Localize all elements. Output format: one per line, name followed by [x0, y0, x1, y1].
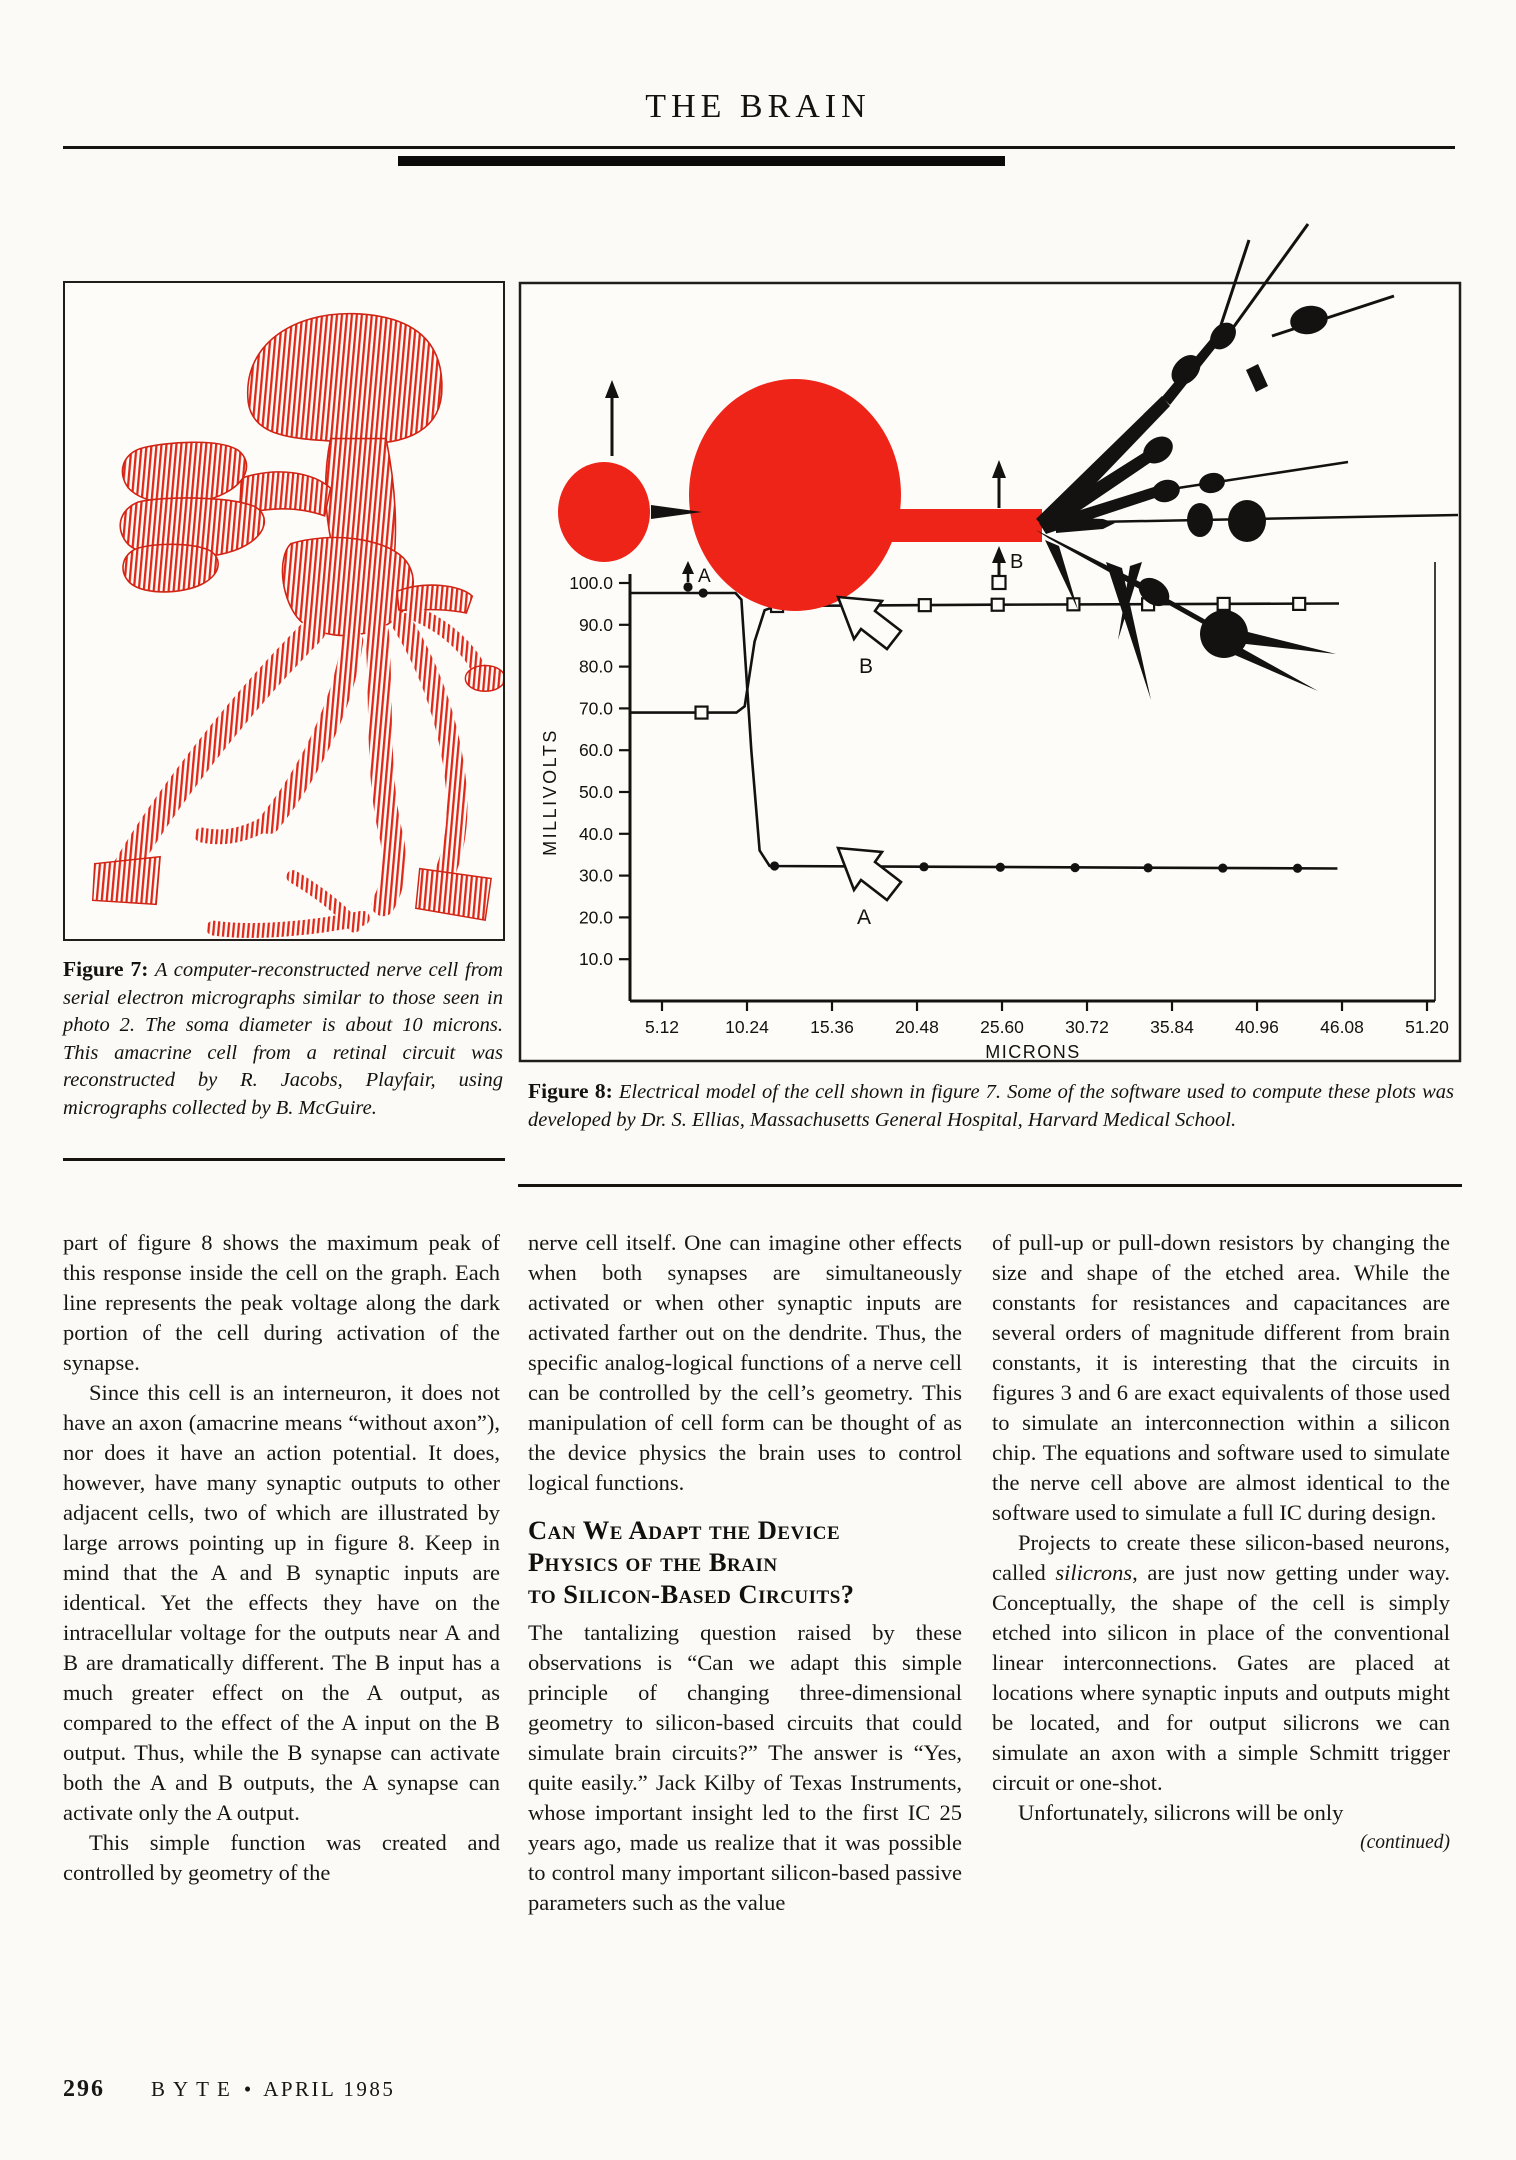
- body-paragraph: Projects to create these silicon-based neurons, called silicrons, are just now getting under way. Conceptually, the shape of the cell is simply etched into silicon in place of the conventional linear interconnections. Gates are placed at locations where synaptic inputs and outputs might be located, and for output silicrons we can simulate an axon with a simple Schmitt trigger circuit or one-shot.: [992, 1530, 1451, 1795]
- input-a-label: A: [698, 566, 711, 587]
- svg-text:MICRONS: MICRONS: [985, 1042, 1081, 1062]
- body-paragraph: The tantalizing question raised by these observations is “Can we adapt this simple principle of changing three-dimensional geometry to silicon-based circuits that could simulate brain circuits?” The answer is “Yes, quite easily.” Jack Kilby of Texas Instruments, whose important insight led to the first IC 25 years ago, made us realize that it was possible to control many important silicon-based passive parameters such as the value: [528, 1620, 962, 1915]
- svg-text:MILLIVOLTS: MILLIVOLTS: [540, 728, 560, 856]
- figure8-frame: [520, 283, 1460, 1061]
- figure8-rule: [518, 1184, 1462, 1187]
- body-paragraph: Since this cell is an interneuron, it does not have an axon (amacrine means “without axon”), nor does it have an action potential. It does, however, have many synaptic outputs to other adjacent cells, two of which are illustrated by large arrows pointing up in figure 8. Keep in mind that the A and B synaptic inputs are identical. Yet the effects they have on the intracellular voltage for the outputs near A and B are dramatically different. The B input has a much greater effect on the A output, as compared to the effect of the A input on the B output. Thus, while the B synapse can activate both the A and B outputs, the A synapse can activate only the A output.: [63, 1380, 500, 1825]
- body-paragraph: This simple function was created and controlled by geometry of the: [63, 1830, 500, 1885]
- figure7-caption-label: Figure 7:: [63, 957, 149, 981]
- nerve-cell-drawing: [65, 283, 503, 939]
- svg-text:20.48: 20.48: [895, 1017, 939, 1037]
- continued-note: (continued): [1360, 1832, 1450, 1853]
- figure7-caption: [63, 956, 503, 1122]
- svg-text:46.08: 46.08: [1320, 1017, 1364, 1037]
- svg-text:35.84: 35.84: [1150, 1017, 1194, 1037]
- svg-text:80.0: 80.0: [578, 656, 613, 677]
- page-footer: [63, 2076, 863, 2103]
- svg-text:10.0: 10.0: [578, 949, 613, 970]
- svg-text:25.60: 25.60: [980, 1017, 1024, 1037]
- body-column-1: [63, 1228, 500, 1888]
- svg-text:30.0: 30.0: [578, 865, 613, 886]
- svg-text:70.0: 70.0: [578, 698, 613, 719]
- svg-text:30.72: 30.72: [1065, 1017, 1109, 1037]
- svg-text:90.0: 90.0: [578, 614, 613, 635]
- svg-text:60.0: 60.0: [578, 740, 613, 761]
- dendrite-shaft: [868, 509, 1042, 542]
- svg-text:40.0: 40.0: [578, 823, 613, 844]
- magazine-name: BYTE: [151, 2077, 238, 2101]
- page-title: THE BRAIN: [645, 88, 871, 125]
- footer-bullet: •: [243, 2077, 252, 2101]
- arrow-a-label: A: [856, 906, 872, 929]
- figure8-caption: [528, 1078, 1454, 1134]
- header-bar: [398, 156, 1005, 166]
- svg-text:10.24: 10.24: [725, 1017, 769, 1037]
- figure8-image: [518, 210, 1463, 1063]
- input-terminal-blob: [558, 462, 650, 562]
- figure8-caption-label: Figure 8:: [528, 1079, 613, 1103]
- figure7-rule: [63, 1158, 505, 1161]
- svg-text:5.12: 5.12: [644, 1017, 680, 1037]
- figure7-image: [63, 281, 505, 941]
- svg-text:51.20: 51.20: [1405, 1017, 1449, 1037]
- section-heading: Can We Adapt the Device Physics of the Brain to Silicon-Based Circuits?: [528, 1515, 855, 1609]
- body-column-3: [992, 1228, 1450, 1854]
- amacrine-cell-blobs: [120, 314, 472, 636]
- svg-text:100.0: 100.0: [569, 573, 613, 593]
- input-a-dot: [683, 582, 692, 591]
- arrow-b-label: B: [858, 655, 874, 678]
- soma-blob: [689, 379, 901, 611]
- page-number: 296: [63, 2076, 105, 2102]
- input-b-label: B: [1010, 551, 1024, 573]
- svg-text:20.0: 20.0: [578, 907, 613, 928]
- body-paragraph: part of figure 8 shows the maximum peak of this response inside the cell on the graph. Each line represents the peak voltage along the dark portion of the cell during activation of the synapse.: [63, 1230, 500, 1375]
- svg-text:50.0: 50.0: [578, 782, 613, 802]
- svg-text:40.96: 40.96: [1235, 1017, 1279, 1037]
- body-column-2: [528, 1228, 962, 1918]
- header-rule: [63, 146, 1455, 149]
- figure7-caption-text: A computer-reconstructed nerve cell from serial electron micrographs similar to those seen in photo 2. The soma diameter is about 10 microns. This amacrine cell from a retinal circuit was reconstructed by R. Jacobs, Playfair, using micrographs collected by B. McGuire.: [63, 959, 503, 1119]
- body-paragraph: nerve cell itself. One can imagine other effects when both synapses are simultaneously activated or when other synaptic inputs are activated farther out on the dendrite. Thus, the specific analog-logical functions of a nerve cell can be controlled by the cell’s geometry. This manipulation of cell form can be thought of as the device physics the brain uses to control logical functions.: [528, 1230, 962, 1495]
- electrical-model-chart: [518, 210, 1463, 1063]
- svg-text:15.36: 15.36: [810, 1017, 854, 1037]
- figure8-caption-text: Electrical model of the cell shown in figure 7. Some of the software used to compute these plots was developed by Dr. S. Ellias, Massachusetts General Hospital, Harvard Medical School.: [528, 1081, 1454, 1131]
- issue-date: APRIL 1985: [263, 2077, 396, 2101]
- body-paragraph: of pull-up or pull-down resistors by changing the size and shape of the etched area. While the constants for resistances and capacitances are several orders of magnitude different from brain constants, it is interesting that the circuits in figures 3 and 6 are exact equivalents of those used to simulate an interconnection within a silicon chip. The equations and software used to simulate the nerve cell above are almost identical to the software used to simulate a full IC during design.: [992, 1230, 1450, 1525]
- input-b-square: [993, 576, 1006, 589]
- body-paragraph: Unfortunately, silicrons will be only: [1018, 1800, 1344, 1825]
